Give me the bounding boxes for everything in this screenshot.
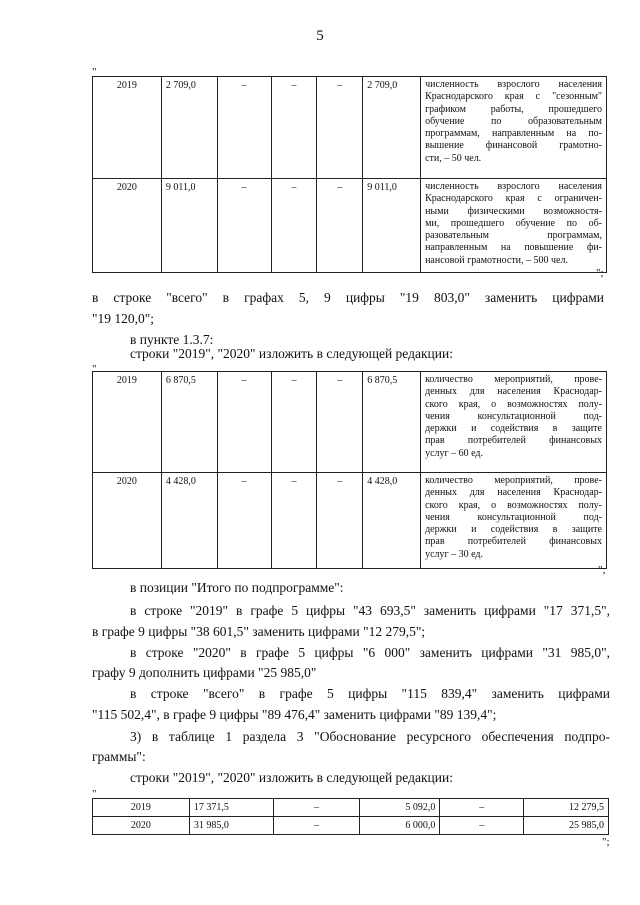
value-cell: 6 000,0 <box>360 817 440 835</box>
amendment-table-2 <box>92 371 607 569</box>
description-line: держки и содействия в защите <box>425 524 602 536</box>
value-cell: 12 279,5 <box>524 799 609 817</box>
description-line: денных для населения Краснодар- <box>425 487 602 499</box>
description-line: ными физическими возможностя- <box>425 205 602 217</box>
description-line: количество мероприятий, прове- <box>425 374 602 385</box>
description-line: направленным на повышение фи- <box>425 242 602 254</box>
total-cell: 2 709,0 <box>161 77 217 179</box>
closing-quote: "; <box>596 267 604 279</box>
description-line: Краснодарского края с "сезонным" <box>425 91 602 103</box>
opening-quote: " <box>92 363 97 375</box>
paragraph-line: строки "2019", "2020" изложить в следующей редакции: <box>130 346 453 361</box>
year-cell: 2020 <box>93 473 162 569</box>
total-cell: 4 428,0 <box>161 473 217 569</box>
description-line: чения консультационной под- <box>425 410 602 422</box>
description-line: денных для населения Краснодар- <box>425 386 602 398</box>
description-line: прав потребителей финансовых <box>425 536 602 548</box>
value-cell: – <box>440 817 524 835</box>
indicator-description <box>421 473 607 569</box>
value-cell: 4 428,0 <box>363 473 421 569</box>
value-cell: – <box>217 77 271 179</box>
total-cell: 31 985,0 <box>189 817 273 835</box>
value-cell: – <box>317 372 363 473</box>
paragraph-line: "19 120,0"; <box>92 311 155 326</box>
table-row <box>93 77 607 179</box>
amendment-table-1 <box>92 76 607 273</box>
value-cell: – <box>271 473 317 569</box>
table-row <box>93 473 607 569</box>
description-line: Краснодарского края с ограничен- <box>425 193 602 205</box>
closing-quote: "; <box>598 564 606 576</box>
value-cell: – <box>271 179 317 273</box>
year-cell: 2019 <box>93 372 162 473</box>
paragraph-line: в строке "всего" в графе 5 цифры "115 839,4" заменить цифрами <box>130 686 610 701</box>
year-cell: 2020 <box>93 817 190 835</box>
opening-quote: " <box>92 788 97 800</box>
table-row <box>93 799 609 817</box>
value-cell: 9 011,0 <box>363 179 421 273</box>
value-cell: 6 870,5 <box>363 372 421 473</box>
paragraph-line: в строке "2019" в графе 5 цифры "43 693,5" заменить цифрами "17 371,5", <box>130 603 610 618</box>
value-cell: 5 092,0 <box>360 799 440 817</box>
description-line: программам, направленным на по- <box>425 128 602 140</box>
description-line: численность взрослого населения <box>425 181 602 192</box>
year-cell: 2019 <box>93 799 190 817</box>
value-cell: – <box>217 179 271 273</box>
description-line: сти, – 50 чел. <box>425 152 482 164</box>
description-line: нансовой грамотности, – 500 чел. <box>425 254 568 266</box>
value-cell: – <box>271 77 317 179</box>
description-line: ми, прошедшего обучение по об- <box>425 217 602 229</box>
value-cell: 25 985,0 <box>524 817 609 835</box>
table-row <box>93 372 607 473</box>
year-cell: 2019 <box>93 77 162 179</box>
paragraph-line: в строке "всего" в графах 5, 9 цифры "19 803,0" заменить цифрами <box>92 290 604 305</box>
value-cell: – <box>317 179 363 273</box>
paragraph-line: графу 9 дополнить цифрами "25 985,0" <box>92 665 317 680</box>
indicator-description <box>421 179 607 273</box>
paragraph-line: в строке "2020" в графе 5 цифры "6 000" заменить цифрами "31 985,0", <box>130 645 610 660</box>
year-cell: 2020 <box>93 179 162 273</box>
description-line: держки и содействия в защите <box>425 423 602 435</box>
value-cell: – <box>317 473 363 569</box>
description-line: разовательным программам, <box>425 230 602 242</box>
description-line: количество мероприятий, прове- <box>425 475 602 486</box>
closing-quote: "; <box>602 836 610 848</box>
paragraph-line: строки "2019", "2020" изложить в следующей редакции: <box>130 770 453 785</box>
value-cell: 2 709,0 <box>363 77 421 179</box>
value-cell: – <box>271 372 317 473</box>
description-line: чения консультационной под- <box>425 511 602 523</box>
total-cell: 17 371,5 <box>189 799 273 817</box>
description-line: услуг – 30 ед. <box>425 548 484 560</box>
table-row <box>93 179 607 273</box>
description-line: ского края, о возможностях полу- <box>425 398 602 410</box>
resource-table <box>92 798 609 835</box>
value-cell: – <box>217 372 271 473</box>
description-line: ского края, о возможностях полу- <box>425 499 602 511</box>
page-number: 5 <box>316 28 324 44</box>
table-row <box>93 817 609 835</box>
description-line: прав потребителей финансовых <box>425 435 602 447</box>
paragraph-line: в позиции "Итого по подпрограмме": <box>130 580 344 595</box>
indicator-description <box>421 372 607 473</box>
total-cell: 9 011,0 <box>161 179 217 273</box>
paragraph-line: граммы": <box>92 749 146 764</box>
paragraph-line: "115 502,4", в графе 9 цифры "89 476,4" заменить цифрами "89 139,4"; <box>92 707 497 722</box>
opening-quote: " <box>92 66 97 78</box>
paragraph-line: в графе 9 цифры "38 601,5" заменить цифрами "12 279,5"; <box>92 624 426 639</box>
indicator-description <box>421 77 607 179</box>
description-line: графиком работы, прошедшего <box>425 103 602 115</box>
value-cell: – <box>273 799 360 817</box>
value-cell: – <box>217 473 271 569</box>
description-line: обучение по образовательным <box>425 115 602 127</box>
description-line: услуг – 60 ед. <box>425 447 484 459</box>
description-line: численность взрослого населения <box>425 79 602 90</box>
value-cell: – <box>273 817 360 835</box>
description-line: вышение финансовой грамотно- <box>425 140 602 152</box>
value-cell: – <box>440 799 524 817</box>
paragraph-line: 3) в таблице 1 раздела 3 "Обоснование ресурсного обеспечения подпро- <box>130 729 610 744</box>
value-cell: – <box>317 77 363 179</box>
total-cell: 6 870,5 <box>161 372 217 473</box>
paragraph-line: в пункте 1.3.7: <box>130 332 214 347</box>
